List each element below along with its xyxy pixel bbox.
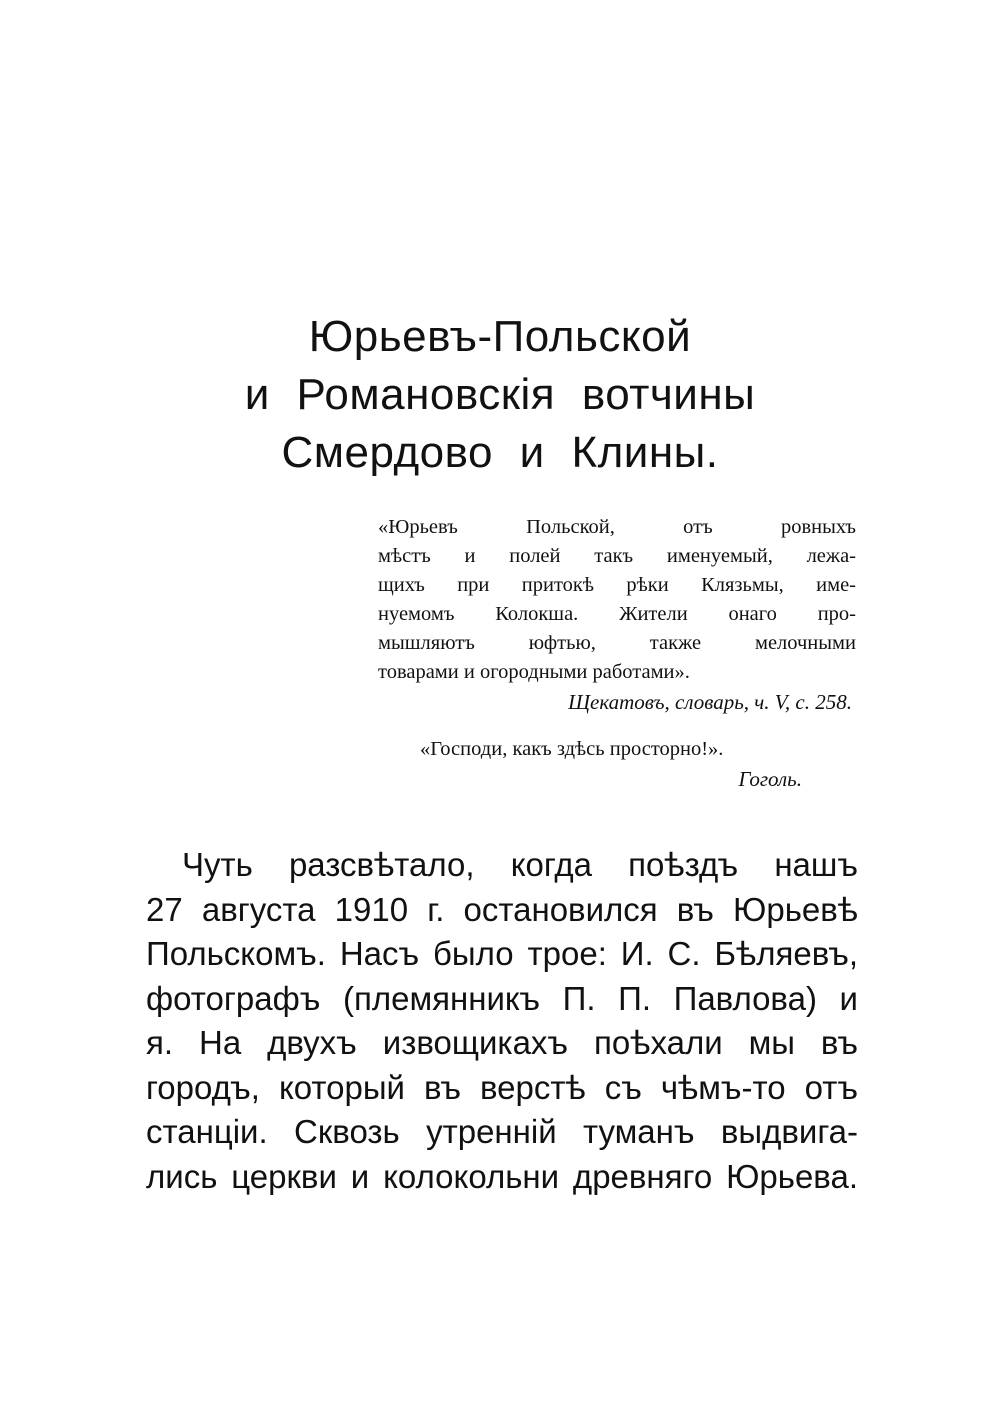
epigraph-line: щихъ при притокѣ рѣки Клязьмы, име- — [378, 574, 856, 596]
title-line-1: Юрьевъ-Польской — [308, 312, 692, 361]
body-line: станціи. Сквозь утренній туманъ выдвига- — [146, 1113, 858, 1150]
epigraph-text: «Господи, какъ здѣсь просторно!». — [420, 738, 724, 760]
epigraph-text — [372, 513, 856, 687]
body-line: я. На двухъ извощикахъ поѣхали мы въ — [146, 1024, 858, 1061]
body-paragraph — [146, 843, 858, 1199]
title-line-2: и Романовскія вотчины — [244, 370, 756, 419]
body-line: городъ, который въ верстѣ съ чѣмъ-то отъ — [146, 1068, 858, 1106]
body-line: 27 августа 1910 г. остановился въ Юрьевѣ — [146, 890, 858, 928]
body-line: Польскомъ. Насъ было трое: И. С. Бѣляевъ, — [146, 935, 858, 972]
epigraph-line: товарами и огородными работами». — [378, 661, 690, 683]
body-line: Чуть разсвѣтало, когда поѣздъ нашъ — [182, 846, 858, 883]
chapter-title — [140, 308, 860, 482]
epigraph-line: мышляютъ юфтью, также мелочными — [378, 632, 856, 654]
epigraph-line: мѣстъ и полей такъ именуемый, лежа- — [378, 545, 856, 567]
epigraph-line: нуемомъ Колокша. Жители онаго про- — [378, 603, 856, 625]
title-line-3: Смердово и Клины. — [281, 428, 719, 477]
epigraph-line: «Юрьевъ Польской, отъ ровныхъ — [378, 516, 856, 538]
epigraph-shchekatov — [372, 513, 856, 717]
epigraph-source: Гоголь. — [738, 767, 802, 791]
body-line: фотографъ (племянникъ П. П. Павлова) и — [146, 979, 858, 1017]
epigraph-source: Щекатовъ, словарь, ч. V, с. 258. — [568, 690, 852, 714]
epigraph-gogol — [420, 735, 840, 794]
body-line: лись церкви и колокольни древняго Юрьева. — [146, 1157, 858, 1195]
